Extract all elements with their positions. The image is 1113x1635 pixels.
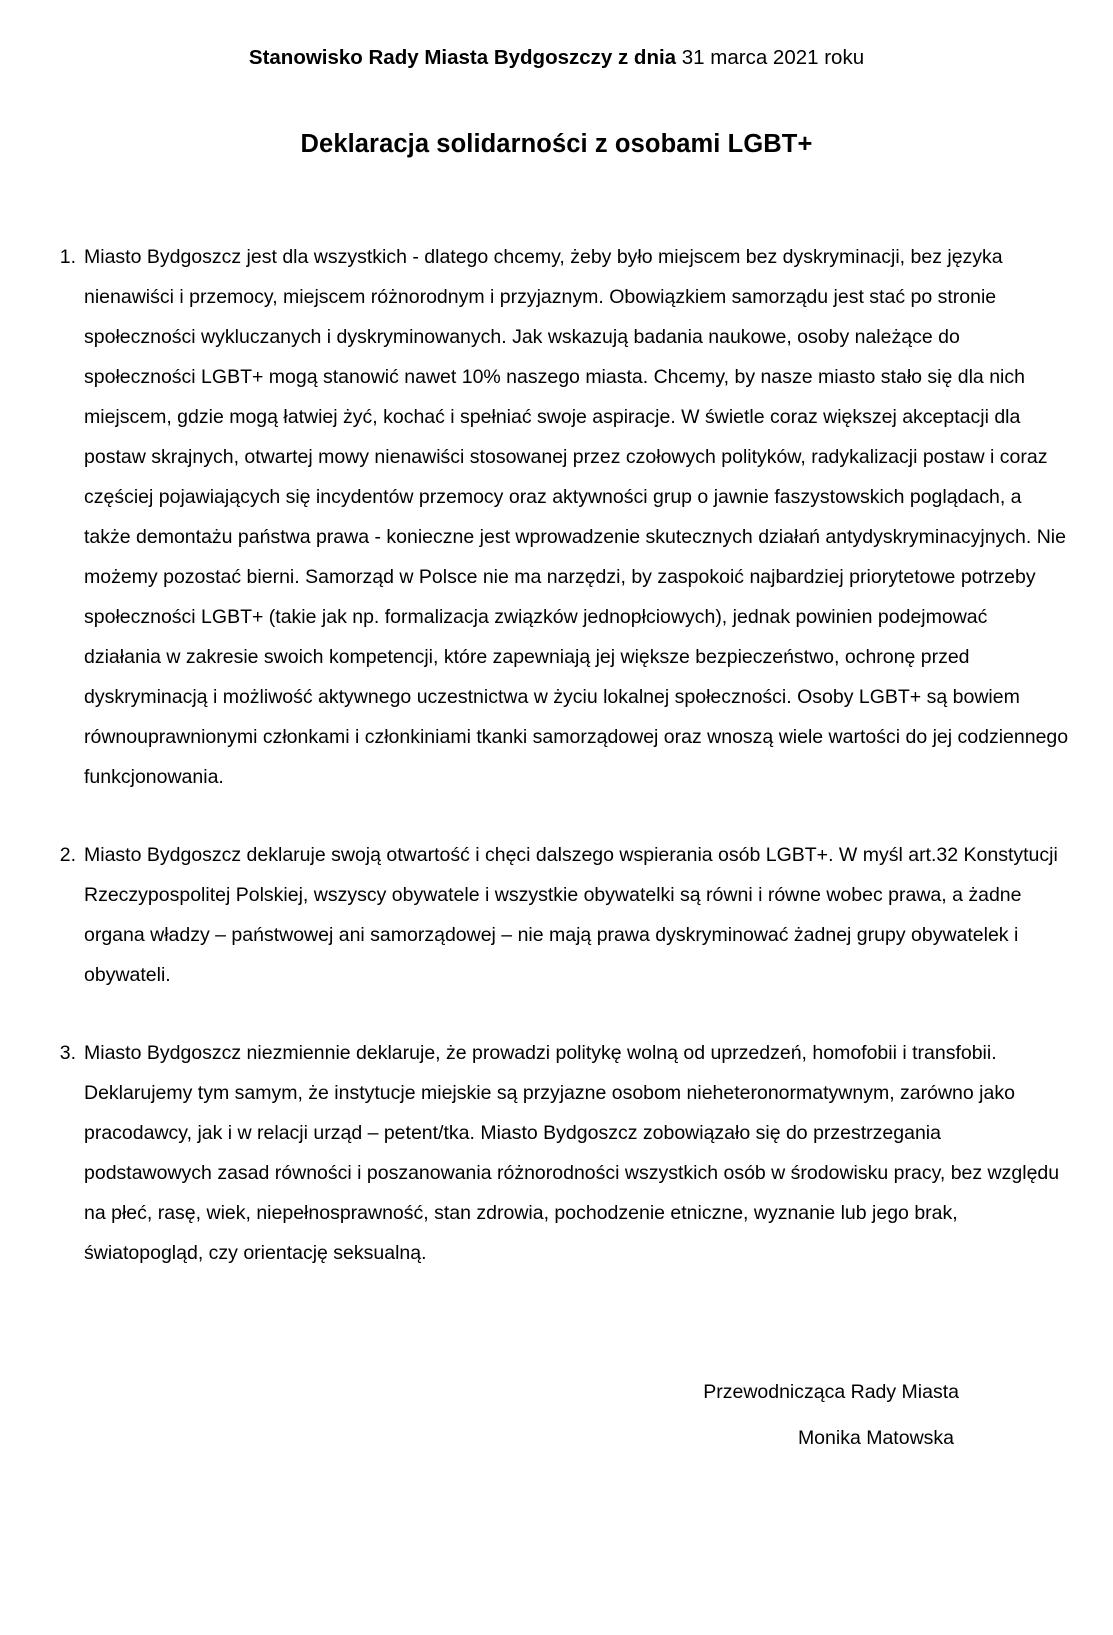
list-item-number: 1. [59,245,76,268]
list-item-text: Miasto Bydgoszcz jest dla wszystkich - dlatego chcemy, żeby było miejscem bez dyskryminacji, bez języka nienawiści i przemocy, miejscem różnorodnym i przyjaznym. Obowiązkiem samorządu jest stać po stronie społeczności wykluczanych i dyskryminowanych. Jak wskazują badania naukowe, osoby należące do społeczności LGBT+ mogą stanowić nawet 10% naszego miasta. Chcemy, by nasze miasto stało się dla nich miejscem, gdzie mogą łatwiej żyć, kochać i spełniać swoje aspiracje. W świetle coraz większej akceptacji dla postaw skrajnych, otwartej mowy nienawiści stosowanej przez czołowych polityków, radykalizacji postaw i coraz częściej pojawiających się incydentów przemocy oraz aktywności grup o jawnie faszystowskich poglądach, a także demontażu państwa prawa - konieczne jest wprowadzenie skutecznych działań antydyskryminacyjnych. Nie możemy pozostać bierni. Samorząd w Polsce nie ma narzędzi, by zaspokoić najbardziej priorytetowe potrzeby społeczności LGBT+ (takie jak np. formalizacja związków jednopłciowych), jednak powinien podejmować działania w zakresie swoich kompetencji, które zapewniają jej większe bezpieczeństwo, ochronę przed dyskryminacją i możliwość aktywnego uczestnictwa w życiu lokalnej społeczności. Osoby LGBT+ są bowiem równouprawnionymi członkami i członkiniami tkanki samorządowej oraz wnoszą wiele wartości do jej codziennego funkcjonowania. [84,245,1069,788]
page-title: Deklaracja solidarności z osobami LGBT+ [300,129,813,158]
signature-block [44,1369,1069,1461]
document-header-date: 31 marca 2021 roku [676,46,865,69]
document-header-bold: Stanowisko Rady Miasta Bydgoszczy z dnia [248,46,677,69]
signature-role: Przewodnicząca Rady Miasta [703,1380,959,1403]
list-item-number: 2. [59,843,76,866]
document-header [44,44,1069,72]
list-item [44,835,1069,995]
list-item-text: Miasto Bydgoszcz deklaruje swoją otwartość i chęci dalszego wspierania osób LGBT+. W myśl art.32 Konstytucji Rzeczypospolitej Polskiej, wszyscy obywatele i wszystkie obywatelki są równi i równe wobec prawa, a żadne organa władzy – państwowej ani samorządowej – nie mają prawa dyskryminować żadnej grupy obywatelek i obywateli. [84,843,1058,986]
list-item [44,1033,1069,1273]
list-item [44,237,1069,797]
list-item-number: 3. [59,1041,76,1064]
declaration-points [44,237,1069,1273]
list-item-text: Miasto Bydgoszcz niezmiennie deklaruje, że prowadzi politykę wolną od uprzedzeń, homofobii i transfobii. Deklarujemy tym samym, że instytucje miejskie są przyjazne osobom nieheteronormatywnym, zarówno jako pracodawcy, jak i w relacji urząd – petent/tka. Miasto Bydgoszcz zobowiązało się do przestrzegania podstawowych zasad równości i poszanowania różnorodności wszystkich osób w środowisku pracy, bez względu na płeć, rasę, wiek, niepełnosprawność, stan zdrowia, pochodzenie etniczne, wyznanie lub jego brak, światopogląd, czy orientację seksualną. [84,1041,1060,1264]
signature-name: Monika Matowska [797,1426,954,1449]
